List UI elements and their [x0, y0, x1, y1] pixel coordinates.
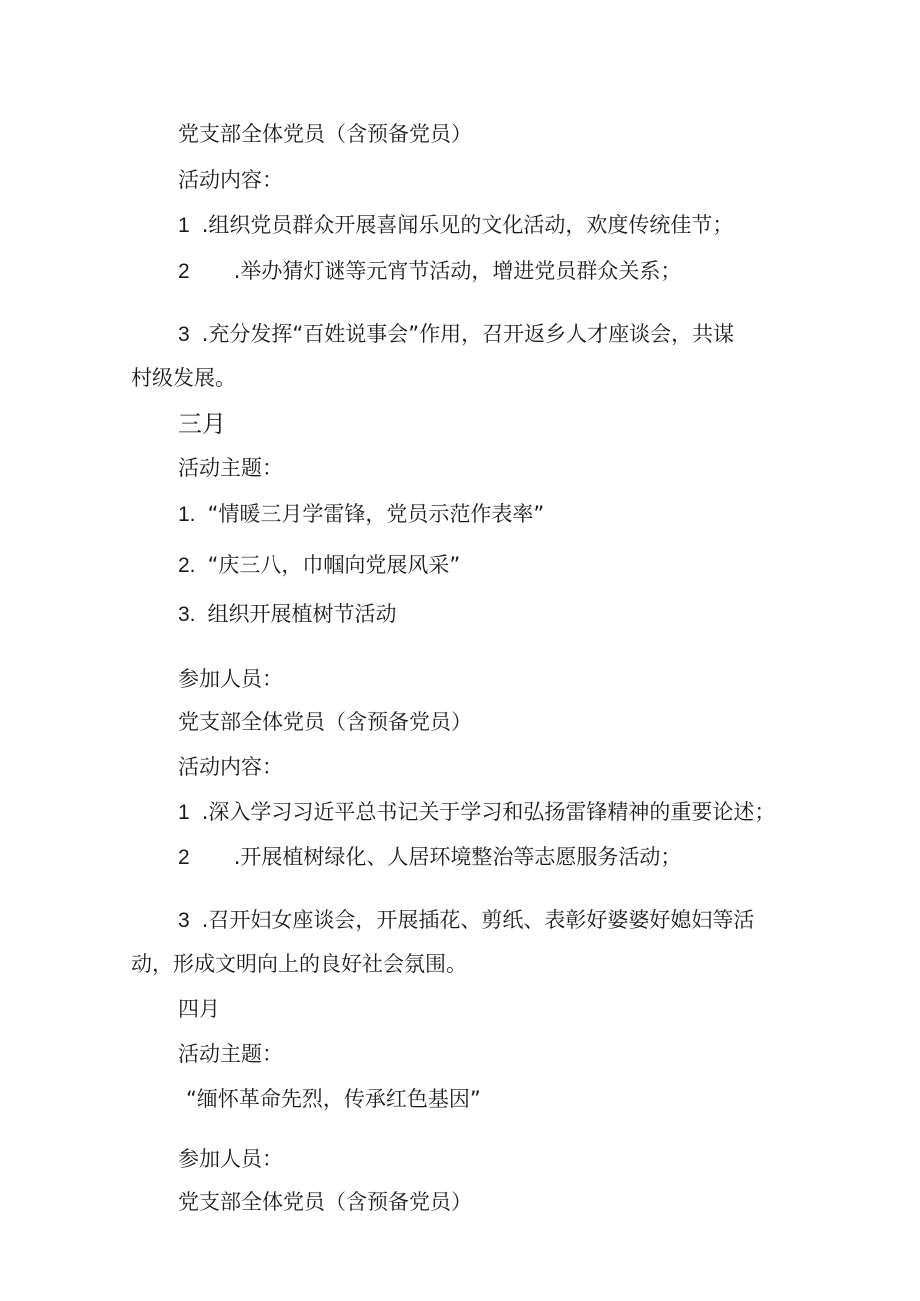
- item-text: .举办猜灯谜等元宵节活动，增进党员群众关系；: [233, 259, 682, 283]
- month-title-march: 三月: [178, 410, 226, 438]
- item-text: .充分发挥“百姓说事会”作用，召开返乡人才座谈会，共谋: [201, 322, 735, 346]
- item-text: “庆三八，巾帼向党展风采”: [207, 553, 461, 577]
- theme-item-3: [178, 602, 397, 627]
- item-text: 组织开展植树节活动: [207, 602, 397, 626]
- participants-value: 党支部全体党员（含预备党员）: [178, 1190, 472, 1214]
- content-label: 活动内容：: [178, 755, 283, 779]
- content-item-1: [178, 800, 775, 825]
- theme-item: “缅怀革命先烈，传承红色基因”: [186, 1087, 481, 1111]
- item-number: 2: [178, 846, 190, 869]
- item-number: 2.: [178, 554, 196, 577]
- item-number: 2: [178, 260, 190, 283]
- month-title-april: 四月: [178, 997, 220, 1021]
- participants-value: 党支部全体党员（含预备党员）: [178, 710, 472, 734]
- content-item-3-continuation: 动，形成文明向上的良好社会氛围。: [131, 952, 467, 976]
- item-text: “情暖三月学雷锋，党员示范作表率”: [207, 502, 545, 526]
- item-number: 3.: [178, 603, 196, 626]
- participants-label: 参加人员：: [178, 1147, 283, 1171]
- content-item-3-continuation: 村级发展。: [131, 366, 236, 390]
- theme-label: 活动主题：: [178, 1042, 283, 1066]
- theme-item-2: [178, 553, 460, 578]
- content-item-3: [178, 908, 754, 933]
- content-item-3: [178, 322, 734, 347]
- theme-item-1: [178, 502, 544, 527]
- item-number: 1.: [178, 503, 196, 526]
- participants-value: 党支部全体党员（含预备党员）: [178, 122, 472, 146]
- item-number: 3: [178, 323, 190, 346]
- item-number: 1: [178, 801, 190, 824]
- content-item-2: [178, 845, 681, 870]
- participants-label: 参加人员：: [178, 667, 283, 691]
- theme-label: 活动主题：: [178, 456, 283, 480]
- item-number: 1: [178, 214, 190, 237]
- content-item-2: [178, 259, 681, 284]
- item-text: .组织党员群众开展喜闻乐见的文化活动，欢度传统佳节；: [201, 213, 734, 237]
- item-text: .召开妇女座谈会，开展插花、剪纸、表彰好婆婆好媳妇等活: [201, 908, 755, 932]
- content-item-1: [178, 213, 733, 238]
- content-label: 活动内容：: [178, 168, 283, 192]
- item-text: .深入学习习近平总书记关于学习和弘扬雷锋精神的重要论述；: [201, 800, 776, 824]
- item-number: 3: [178, 909, 190, 932]
- item-text: .开展植树绿化、人居环境整治等志愿服务活动；: [233, 845, 682, 869]
